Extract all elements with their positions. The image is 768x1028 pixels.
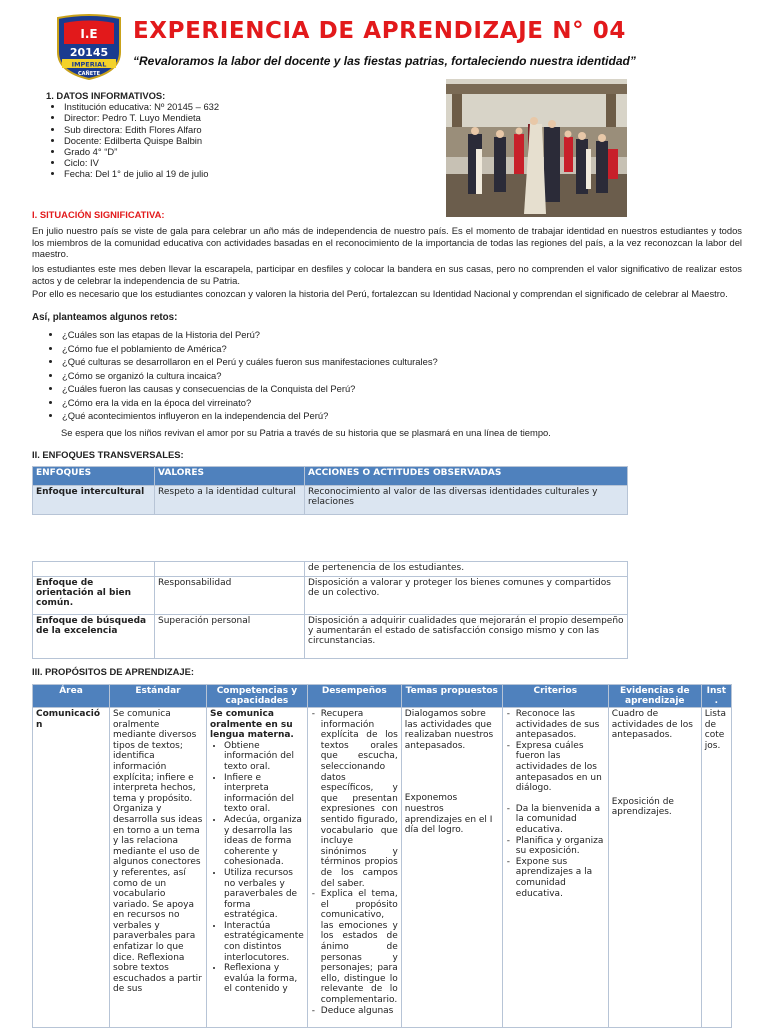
reto-question: • ¿Qué acontecimientos influyeron en la independencia del Perú? [62, 409, 438, 423]
tema-item: Dialogamos sobre las actividades que realizaban nuestros antepasados. [404, 709, 494, 751]
criterios-cell [502, 708, 608, 1028]
capacidad-item: • Interactúa estratégicamente con distintos interlocutores. [224, 921, 304, 963]
col-header: ENFOQUES [33, 467, 155, 486]
valor-cell: Respeto a la identidad cultural [155, 486, 305, 515]
instrumento-cell: Lista de cote jos. [701, 708, 731, 1028]
propositos-table [32, 684, 732, 1028]
desempenos-list [311, 709, 398, 1016]
reto-question: • ¿Cómo fue el poblamiento de América? [62, 342, 438, 356]
capacidad-item: • Utiliza recursos no verbales y paraverbales de forma estratégica. [224, 868, 304, 921]
evidencia-item: Cuadro de actividades de los antepasados. [611, 709, 693, 741]
table-row [33, 562, 628, 577]
col-header: Criterios [502, 685, 608, 708]
datos-item: • Director: Pedro T. Luyo Mendieta [64, 112, 219, 123]
enfoques-table-continued [32, 561, 628, 659]
enfoque-cell: Enfoque de búsqueda de la excelencia [33, 615, 155, 659]
capacidad-item: • Adecúa, organiza y desarrolla las ideas de forma coherente y cohesionada. [224, 815, 304, 868]
col-header: Desempeños [307, 685, 401, 708]
valor-cell: Superación personal [155, 615, 305, 659]
datos-item: • Docente: Edilberta Quispe Balbin [64, 135, 219, 146]
datos-informativos [46, 90, 219, 180]
retos-list [46, 328, 438, 423]
accion-cell: de pertenencia de los estudiantes. [305, 562, 628, 577]
logo-initials: I.E [80, 27, 98, 41]
criterio-item: - Reconoce las actividades de sus antepasados. [516, 709, 605, 741]
enfoques-heading: II. ENFOQUES TRANSVERSALES: [32, 449, 184, 460]
enfoque-cell: Enfoque intercultural [33, 486, 155, 515]
capacidad-item: • Reflexiona y evalúa la forma, el contenido y [224, 963, 304, 995]
datos-title: 1. DATOS INFORMATIVOS: [46, 90, 166, 101]
table-row [33, 615, 628, 659]
col-header: Inst . [701, 685, 731, 708]
tema-item: Exponemos nuestros aprendizajes en el I día del logro. [404, 793, 493, 836]
desempenos-cell [307, 708, 401, 1028]
situacion-heading: I. SITUACIÓN SIGNIFICATIVA: [32, 209, 165, 220]
situacion-paragraph-3: Por ello es necesario que los estudiantes conozcan y valoren la historia del Perú, fortalezcan su Identidad Nacional y comprendan el significado de celebrar al Maestro. [32, 288, 728, 299]
enfoques-header-row [33, 467, 628, 486]
col-header: Competencias y capacidades [207, 685, 308, 708]
logo-place: CAÑETE [78, 71, 100, 77]
datos-item: • Institución educativa: Nº 20145 – 632 [64, 101, 219, 112]
reto-question: • ¿Cómo se organizó la cultura incaica? [62, 369, 438, 383]
competencias-cell [207, 708, 308, 1028]
col-header: Temas propuestos [401, 685, 502, 708]
col-header: Estándar [110, 685, 207, 708]
evidencias-cell [608, 708, 701, 1028]
reto-question: • ¿Qué culturas se desarrollaron en el Perú y cuáles fueron sus manifestaciones culturales? [62, 355, 438, 369]
propositos-header-row [33, 685, 732, 708]
reto-question: • ¿Cómo era la vida en la época del virreinato? [62, 396, 438, 410]
desempeno-item: - Explica el tema, el propósito comunicativo, las emociones y los estados de ánimo de personas y personajes; para ello, distingue lo relevante de lo complementario. [321, 889, 398, 1006]
datos-item: • Fecha: Del 1° de julio al 19 de julio [64, 168, 219, 179]
accion-cell: Disposición a valorar y proteger los bienes comunes y compartidos de un colectivo. [305, 577, 628, 615]
independence-painting [446, 79, 627, 217]
empty-cell [155, 562, 305, 577]
empty-cell [33, 562, 155, 577]
col-header: ACCIONES O ACTITUDES OBSERVADAS [305, 467, 628, 486]
valor-cell: Responsabilidad [155, 577, 305, 615]
accion-cell: Reconocimiento al valor de las diversas identidades culturales y relaciones [305, 486, 628, 515]
situacion-closing: Se espera que los niños revivan el amor por su Patria a través de su historia que se plasmará en una línea de tiempo. [61, 427, 551, 438]
table-row [33, 577, 628, 615]
propositos-heading: III. PROPÓSITOS DE APRENDIZAJE: [32, 666, 195, 677]
reto-question: • ¿Cuáles fueron las causas y consecuencias de la Conquista del Perú? [62, 382, 438, 396]
evidencia-item: Exposición de aprendizajes. [611, 796, 674, 818]
document-title: EXPERIENCIA DE APRENDIZAJE N° 04 [133, 18, 626, 44]
situacion-paragraph-2: los estudiantes este mes deben llevar la escarapela, participar en desfiles y colocar la bandera en sus casas, pero no comprenden el valor significativo de realizar estos actos y de celebrar la independencia de su Patria. [32, 263, 742, 286]
reto-question: • ¿Cuáles son las etapas de la Historia del Perú? [62, 328, 438, 342]
criterios-list [506, 709, 605, 899]
datos-item: • Grado 4° “D” [64, 146, 219, 157]
enfoque-cell: Enfoque de orientación al bien común. [33, 577, 155, 615]
datos-item: • Sub directora: Edith Flores Alfaro [64, 124, 219, 135]
criterio-item: - Expresa cuáles fueron las actividades de los antepasados en un diálogo. [516, 741, 605, 794]
enfoques-table [32, 466, 628, 515]
datos-list [46, 101, 219, 179]
logo-name: IMPERIAL [71, 60, 107, 69]
desempeno-item: - Recupera información explícita de los textos orales que escucha, seleccionando datos específicos, y que presentan expresiones con sentido figurado, vocabulario que incluye sinónimos y términos propios de los campos del saber. [321, 709, 398, 889]
col-header: VALORES [155, 467, 305, 486]
competencia-title: Se comunica oralmente en su lengua materna. [210, 709, 294, 741]
datos-item: • Ciclo: IV [64, 157, 219, 168]
criterio-item: - Planifica y organiza su exposición. [516, 836, 605, 857]
capacidad-item: • Obtiene información del texto oral. [224, 741, 304, 773]
table-row [33, 486, 628, 515]
temas-cell [401, 708, 502, 1028]
col-header: Área [33, 685, 110, 708]
accion-cell: Disposición a adquirir cualidades que mejorarán el propio desempeño y aumentarán el estado de satisfacción consigo mismo y con las circunstancias. [305, 615, 628, 659]
estandar-cell: Se comunica oralmente mediante diversos tipos de textos; identifica información explícita; infiere e interpreta hechos, tema y propósito. Organiza y desarrolla sus ideas en torno a un tema y las relaciona mediante el uso de algunos conectores y referentes, así como de un vocabulario variado. Se apoya en recursos no verbales y paraverbales para enfatizar lo que dice. Reflexiona sobre textos escuchados a partir de sus [110, 708, 207, 1028]
capacidad-item: • Infiere e interpreta información del texto oral. [224, 773, 304, 815]
desempeno-item: - Deduce algunas [321, 1006, 398, 1017]
situacion-paragraph-1: En julio nuestro país se viste de gala para celebrar un año más de independencia de nuestro país. Es el momento de trabajar identidad en nuestros estudiantes y todos los miembros de la comunidad educativa con actividades basadas en el reconocimiento de la importancia de todas las regiones del país, a la vez reconozcan la labor del maestro. [32, 225, 742, 260]
retos-title: Así, planteamos algunos retos: [32, 312, 178, 323]
document-subtitle: “Revaloramos la labor del docente y las fiestas patrias, fortaleciendo nuestra identidad” [133, 54, 636, 68]
criterio-item: - Da la bienvenida a la comunidad educativa. [516, 804, 605, 836]
criterio-item: - Expone sus aprendizajes a la comunidad educativa. [516, 857, 605, 899]
table-row [33, 708, 732, 1028]
logo-number: 20145 [69, 46, 109, 59]
area-cell: Comunicació n [33, 708, 110, 1028]
capacidades-list [210, 741, 304, 995]
school-logo [54, 14, 124, 80]
col-header: Evidencias de aprendizaje [608, 685, 701, 708]
